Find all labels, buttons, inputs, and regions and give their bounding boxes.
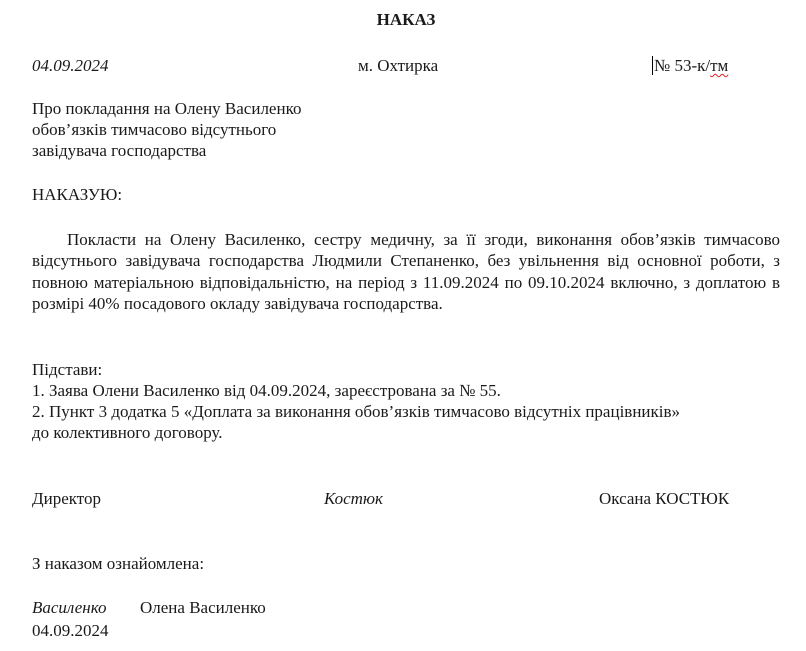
grounds-item: 1. Заява Олени Василенко від 04.09.2024, зареєстрована за № 55. (32, 381, 501, 400)
subject-line: Про покладання на Олену Василенко (32, 99, 302, 118)
order-number-prefix: № 53-к/ (654, 56, 711, 75)
text-cursor (652, 56, 653, 75)
order-directive: НАКАЗУЮ: (32, 185, 123, 204)
grounds-heading: Підстави: (32, 360, 103, 379)
acknowledgement-label: З наказом ознайомлена: (32, 554, 205, 573)
acknowledgement-signature-block (32, 597, 432, 619)
order-subject (32, 98, 372, 161)
order-city: м. Охтирка (358, 56, 439, 75)
director-signature-block (32, 488, 780, 510)
subject-line: обов’язків тимчасово відсутнього (32, 120, 277, 139)
document-header (32, 55, 780, 77)
order-grounds (32, 359, 780, 443)
grounds-item: до колективного договору. (32, 423, 223, 442)
acknowledger-name: Олена Василенко (140, 598, 266, 617)
signer-signature: Костюк (324, 489, 383, 508)
document-title: НАКАЗ (376, 10, 436, 29)
order-number[interactable] (652, 55, 728, 76)
acknowledgement-date: 04.09.2024 (32, 621, 109, 640)
signer-position: Директор (32, 489, 101, 508)
order-body-paragraph: Покласти на Олену Василенко, сестру медичну, за її згоди, виконання обов’язків тимчасово відсутнього завідувача господарства Людмили Степаненко, без увільнення від основної роботи, з повною матеріальною відповідальністю, на період з 11.09.2024 по 09.10.2024 включно, з доплатою в розмірі 40% посадового окладу завідувача господарства. (32, 230, 780, 313)
grounds-item: 2. Пункт 3 додатка 5 «Доплата за виконання обов’язків тимчасово відсутніх працівників» (32, 402, 681, 421)
acknowledger-signature: Василенко (32, 598, 107, 617)
signer-name: Оксана КОСТЮК (599, 489, 730, 508)
order-date: 04.09.2024 (32, 56, 109, 75)
spelling-error-word[interactable]: тм (710, 56, 729, 75)
subject-line: завідувача господарства (32, 141, 207, 160)
